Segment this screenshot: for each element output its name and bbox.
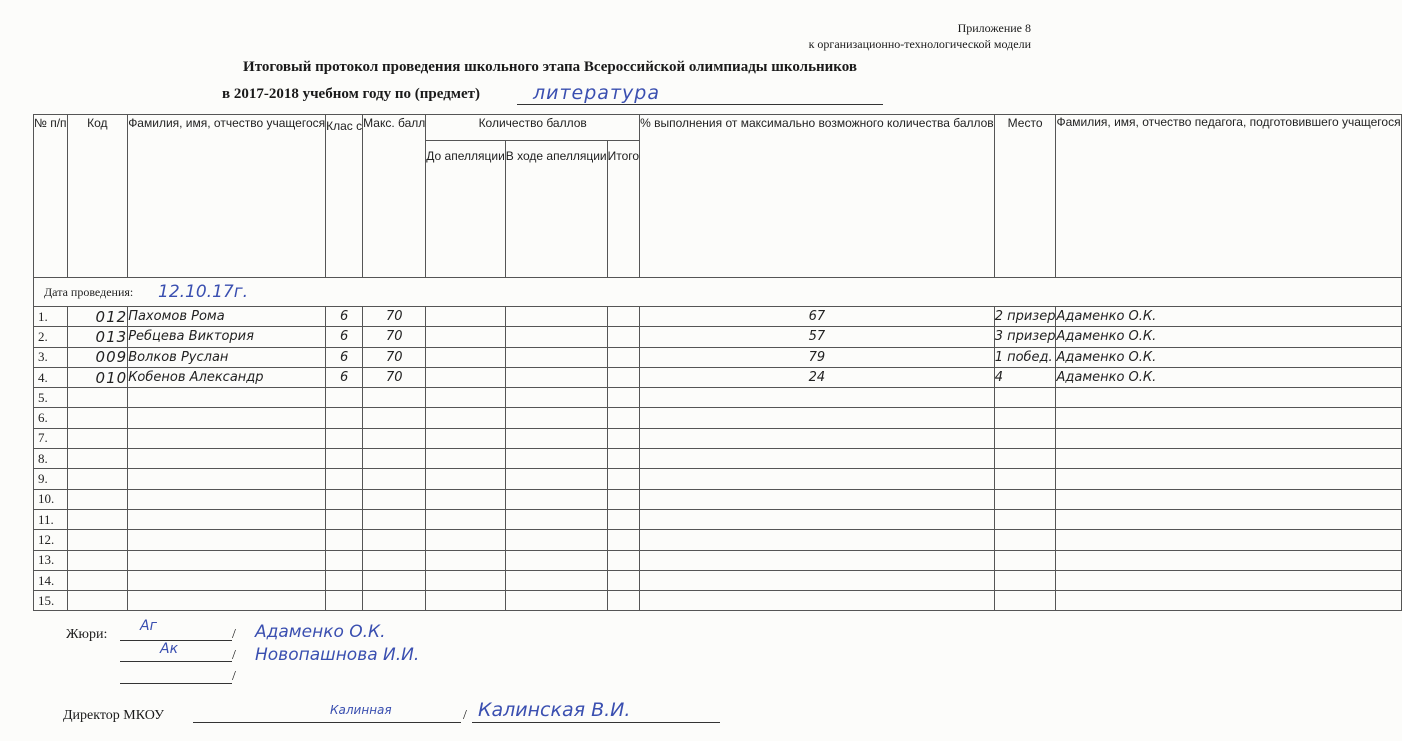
cell-num: 15. xyxy=(34,591,68,611)
cell-empty xyxy=(505,428,607,448)
cell-max xyxy=(363,591,426,611)
cell-empty xyxy=(426,388,506,408)
cell-percent xyxy=(640,489,995,509)
cell-percent xyxy=(640,388,995,408)
cell-empty xyxy=(426,469,506,489)
cell-place xyxy=(994,489,1056,509)
cell-empty xyxy=(607,449,639,469)
cell-place xyxy=(994,530,1056,550)
cell-empty xyxy=(426,347,506,367)
table-row xyxy=(34,509,1402,529)
cell-num: 3. xyxy=(34,347,68,367)
cell-class xyxy=(326,509,363,529)
cell-empty xyxy=(607,489,639,509)
cell-percent xyxy=(640,428,995,448)
cell-empty xyxy=(505,307,607,327)
cell-empty xyxy=(607,347,639,367)
cell-teacher: Адаменко О.К. xyxy=(1056,307,1401,327)
cell-num: 9. xyxy=(34,469,68,489)
cell-class: 6 xyxy=(326,347,363,367)
cell-teacher: Адаменко О.К. xyxy=(1056,367,1401,387)
cell-empty xyxy=(607,570,639,590)
cell-code: 010 xyxy=(67,367,128,387)
document-title: Итоговый протокол проведения школьного этапа Всероссийской олимпиады школьников xyxy=(243,59,857,75)
cell-class: 6 xyxy=(326,307,363,327)
cell-empty xyxy=(426,591,506,611)
cell-place xyxy=(994,449,1056,469)
header-during-appeal: В ходе апелляции xyxy=(505,141,607,278)
cell-name: Пахомов Рома xyxy=(128,307,326,327)
cell-max xyxy=(363,408,426,428)
cell-place xyxy=(994,408,1056,428)
cell-class xyxy=(326,469,363,489)
cell-max: 70 xyxy=(363,327,426,347)
cell-class xyxy=(326,591,363,611)
header-place: Место xyxy=(994,115,1056,278)
jury-slash: / xyxy=(232,648,236,663)
cell-place: 4 xyxy=(994,367,1056,387)
cell-code xyxy=(67,530,128,550)
table-row xyxy=(34,489,1402,509)
jury-slash: / xyxy=(232,627,236,642)
cell-empty xyxy=(607,509,639,529)
jury-member-name: Адаменко О.К. xyxy=(255,622,386,642)
table-row xyxy=(34,469,1402,489)
appendix-reference: к организационно-технологической модели xyxy=(808,37,1031,51)
cell-max: 70 xyxy=(363,347,426,367)
table-row xyxy=(34,570,1402,590)
cell-percent xyxy=(640,509,995,529)
cell-teacher xyxy=(1056,469,1401,489)
jury-signature: Аг xyxy=(140,618,157,634)
cell-empty xyxy=(607,307,639,327)
cell-name xyxy=(128,550,326,570)
cell-name xyxy=(128,591,326,611)
cell-empty xyxy=(607,469,639,489)
cell-percent xyxy=(640,408,995,428)
table-row xyxy=(34,449,1402,469)
cell-max xyxy=(363,449,426,469)
cell-empty xyxy=(607,550,639,570)
cell-empty xyxy=(426,509,506,529)
cell-empty xyxy=(505,408,607,428)
cell-empty xyxy=(607,530,639,550)
cell-max xyxy=(363,530,426,550)
cell-empty xyxy=(607,388,639,408)
header-num: № п/п xyxy=(34,115,68,278)
cell-class xyxy=(326,570,363,590)
cell-percent xyxy=(640,469,995,489)
cell-code xyxy=(67,489,128,509)
table-row xyxy=(34,367,1402,387)
jury-signature-line xyxy=(120,624,232,641)
cell-max: 70 xyxy=(363,307,426,327)
cell-class xyxy=(326,428,363,448)
cell-num: 10. xyxy=(34,489,68,509)
cell-class: 6 xyxy=(326,367,363,387)
cell-name xyxy=(128,408,326,428)
cell-teacher xyxy=(1056,428,1401,448)
cell-name xyxy=(128,509,326,529)
cell-place xyxy=(994,469,1056,489)
cell-empty xyxy=(426,307,506,327)
header-teacher: Фамилия, имя, отчество педагога, подготовившего учащегося xyxy=(1056,115,1401,278)
table-row xyxy=(34,388,1402,408)
cell-percent xyxy=(640,591,995,611)
appendix-number: Приложение 8 xyxy=(957,21,1031,35)
cell-class: 6 xyxy=(326,327,363,347)
cell-teacher xyxy=(1056,530,1401,550)
cell-name xyxy=(128,449,326,469)
cell-place: 2 призер xyxy=(994,307,1056,327)
cell-name: Ребцева Виктория xyxy=(128,327,326,347)
cell-empty xyxy=(505,367,607,387)
header-fio: Фамилия, имя, отчество учащегося xyxy=(128,115,326,278)
cell-name xyxy=(128,388,326,408)
header-max: Макс. балл xyxy=(363,115,426,278)
table-row xyxy=(34,327,1402,347)
header-total: Итого xyxy=(607,141,639,278)
cell-max xyxy=(363,550,426,570)
header-code: Код xyxy=(67,115,128,278)
director-name: Калинская В.И. xyxy=(478,699,631,721)
cell-code: 009 xyxy=(67,347,128,367)
cell-place xyxy=(994,550,1056,570)
cell-empty xyxy=(426,408,506,428)
cell-empty xyxy=(426,489,506,509)
cell-class xyxy=(326,530,363,550)
cell-place xyxy=(994,509,1056,529)
cell-max xyxy=(363,489,426,509)
cell-max xyxy=(363,509,426,529)
header-percent: % выполнения от максимально возможного количества баллов xyxy=(640,115,995,278)
cell-empty xyxy=(607,591,639,611)
cell-name xyxy=(128,428,326,448)
director-label: Директор МКОУ xyxy=(63,708,164,723)
cell-class xyxy=(326,388,363,408)
table-row xyxy=(34,550,1402,570)
cell-max xyxy=(363,570,426,590)
cell-percent xyxy=(640,449,995,469)
cell-teacher xyxy=(1056,509,1401,529)
cell-empty xyxy=(505,550,607,570)
cell-num: 13. xyxy=(34,550,68,570)
cell-place xyxy=(994,570,1056,590)
cell-code xyxy=(67,469,128,489)
cell-empty xyxy=(607,367,639,387)
cell-num: 4. xyxy=(34,367,68,387)
header-scores: Количество баллов xyxy=(426,115,640,141)
cell-empty xyxy=(607,327,639,347)
cell-code xyxy=(67,449,128,469)
subject-field xyxy=(517,84,883,105)
date-label: Дата проведения: xyxy=(34,278,1402,307)
table-row xyxy=(34,428,1402,448)
cell-place: 1 побед. xyxy=(994,347,1056,367)
cell-max xyxy=(363,469,426,489)
cell-code xyxy=(67,591,128,611)
cell-teacher xyxy=(1056,388,1401,408)
cell-empty xyxy=(607,408,639,428)
cell-empty xyxy=(505,570,607,590)
subject-handwritten: литература xyxy=(533,82,660,104)
director-signature-line xyxy=(193,704,461,723)
cell-code xyxy=(67,408,128,428)
director-slash: / xyxy=(463,708,467,723)
jury-signature-line xyxy=(120,667,232,684)
table-body xyxy=(34,278,1402,611)
cell-name: Волков Руслан xyxy=(128,347,326,367)
jury-label: Жюри: xyxy=(66,627,108,642)
cell-place: 3 призер xyxy=(994,327,1056,347)
cell-empty xyxy=(607,428,639,448)
cell-teacher xyxy=(1056,449,1401,469)
appendix-note xyxy=(809,20,1031,52)
jury-member-name: Новопашнова И.И. xyxy=(255,645,420,665)
jury-slash: / xyxy=(232,669,236,684)
document-subtitle: в 2017-2018 учебном году по (предмет) xyxy=(222,86,481,102)
cell-code xyxy=(67,388,128,408)
cell-max xyxy=(363,388,426,408)
cell-code xyxy=(67,509,128,529)
cell-percent: 67 xyxy=(640,307,995,327)
header-class: Клас с xyxy=(326,115,363,278)
cell-name xyxy=(128,469,326,489)
cell-max: 70 xyxy=(363,367,426,387)
cell-empty xyxy=(505,530,607,550)
cell-code: 013 xyxy=(67,327,128,347)
cell-empty xyxy=(426,428,506,448)
cell-num: 11. xyxy=(34,509,68,529)
cell-num: 14. xyxy=(34,570,68,590)
cell-empty xyxy=(505,509,607,529)
cell-num: 6. xyxy=(34,408,68,428)
cell-empty xyxy=(426,367,506,387)
cell-class xyxy=(326,408,363,428)
cell-teacher xyxy=(1056,591,1401,611)
cell-name xyxy=(128,530,326,550)
cell-teacher xyxy=(1056,408,1401,428)
cell-code xyxy=(67,428,128,448)
results-table xyxy=(33,114,1402,611)
table-row xyxy=(34,408,1402,428)
cell-teacher: Адаменко О.К. xyxy=(1056,347,1401,367)
cell-percent xyxy=(640,570,995,590)
table-row xyxy=(34,591,1402,611)
cell-class xyxy=(326,550,363,570)
date-value: 12.10.17г. xyxy=(158,282,249,302)
cell-num: 1. xyxy=(34,307,68,327)
cell-name xyxy=(128,570,326,590)
jury-signature: Ак xyxy=(160,641,179,657)
cell-code xyxy=(67,570,128,590)
cell-empty xyxy=(426,550,506,570)
cell-percent xyxy=(640,530,995,550)
cell-empty xyxy=(505,449,607,469)
cell-teacher xyxy=(1056,570,1401,590)
cell-name: Кобенов Александр xyxy=(128,367,326,387)
table-header xyxy=(34,115,1402,278)
cell-empty xyxy=(505,591,607,611)
cell-empty xyxy=(505,388,607,408)
cell-num: 2. xyxy=(34,327,68,347)
cell-empty xyxy=(426,449,506,469)
cell-teacher: Адаменко О.К. xyxy=(1056,327,1401,347)
cell-empty xyxy=(505,469,607,489)
cell-percent: 24 xyxy=(640,367,995,387)
cell-place xyxy=(994,428,1056,448)
cell-teacher xyxy=(1056,550,1401,570)
cell-empty xyxy=(426,530,506,550)
cell-num: 5. xyxy=(34,388,68,408)
cell-empty xyxy=(505,489,607,509)
cell-code: 012 xyxy=(67,307,128,327)
cell-empty xyxy=(426,570,506,590)
cell-empty xyxy=(505,347,607,367)
cell-class xyxy=(326,449,363,469)
cell-percent: 57 xyxy=(640,327,995,347)
director-signature: Калинная xyxy=(330,703,392,717)
cell-empty xyxy=(426,327,506,347)
cell-place xyxy=(994,388,1056,408)
table-row xyxy=(34,307,1402,327)
table-row xyxy=(34,347,1402,367)
cell-teacher xyxy=(1056,489,1401,509)
table-row xyxy=(34,530,1402,550)
cell-empty xyxy=(505,327,607,347)
cell-code xyxy=(67,550,128,570)
cell-percent xyxy=(640,550,995,570)
cell-percent: 79 xyxy=(640,347,995,367)
cell-class xyxy=(326,489,363,509)
header-before-appeal: До апелляции xyxy=(426,141,506,278)
cell-place xyxy=(994,591,1056,611)
cell-num: 12. xyxy=(34,530,68,550)
cell-name xyxy=(128,489,326,509)
cell-num: 7. xyxy=(34,428,68,448)
cell-max xyxy=(363,428,426,448)
cell-num: 8. xyxy=(34,449,68,469)
